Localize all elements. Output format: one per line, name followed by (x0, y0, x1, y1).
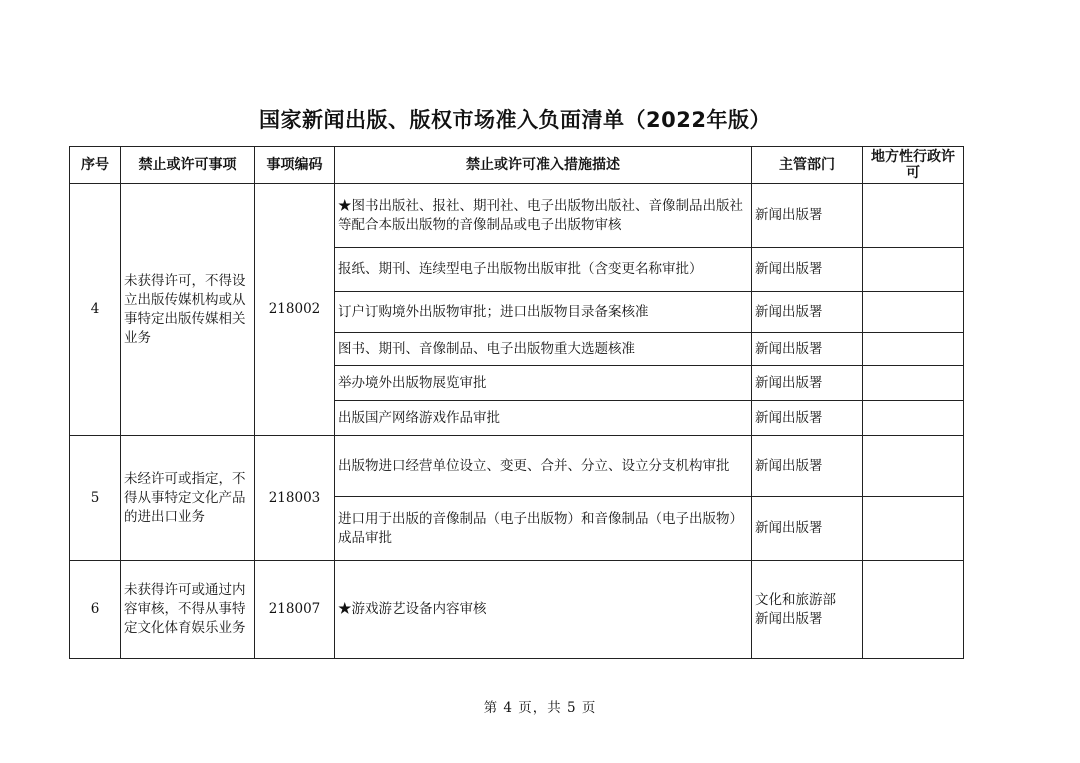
header-local-permit: 地方性行政许可 (863, 147, 964, 184)
department-cell: 新闻出版署 (752, 436, 863, 497)
header-category: 禁止或许可事项 (121, 147, 255, 184)
local-permit-cell (863, 366, 964, 401)
item-code-cell: 218003 (255, 436, 335, 561)
document-title: 国家新闻出版、版权市场准入负面清单（2022年版） (259, 108, 771, 132)
local-permit-cell (863, 497, 964, 561)
department-cell: 新闻出版署 (752, 184, 863, 248)
department-cell: 新闻出版署 (752, 497, 863, 561)
local-permit-cell (863, 248, 964, 292)
department-cell: 新闻出版署 (752, 366, 863, 401)
header-department: 主管部门 (752, 147, 863, 184)
description-cell: ★游戏游艺设备内容审核 (335, 561, 752, 659)
department-cell: 新闻出版署 (752, 401, 863, 436)
description-cell: 出版物进口经营单位设立、变更、合并、分立、设立分支机构审批 (335, 436, 752, 497)
description-cell: 图书、期刊、音像制品、电子出版物重大选题核准 (335, 333, 752, 366)
serial-no-cell: 5 (70, 436, 121, 561)
description-cell: 进口用于出版的音像制品（电子出版物）和音像制品（电子出版物）成品审批 (335, 497, 752, 561)
table-row (70, 561, 964, 659)
description-cell: 举办境外出版物展览审批 (335, 366, 752, 401)
category-cell: 未经许可或指定，不得从事特定文化产品的进出口业务 (121, 436, 255, 561)
serial-no-cell: 4 (70, 184, 121, 436)
category-cell: 未获得许可，不得设立出版传媒机构或从事特定出版传媒相关业务 (121, 184, 255, 436)
negative-list-table (69, 146, 964, 659)
item-code-cell: 218002 (255, 184, 335, 436)
table-header-row (70, 147, 964, 184)
local-permit-cell (863, 333, 964, 366)
page-footer: 第 4 页，共 5 页 (483, 700, 597, 716)
header-serial-no: 序号 (70, 147, 121, 184)
description-cell: ★图书出版社、报社、期刊社、电子出版物出版社、音像制品出版社等配合本版出版物的音像制品或电子出版物审核 (335, 184, 752, 248)
serial-no-cell: 6 (70, 561, 121, 659)
table-row (70, 184, 964, 248)
description-cell: 出版国产网络游戏作品审批 (335, 401, 752, 436)
description-cell: 订户订购境外出版物审批；进口出版物目录备案核准 (335, 292, 752, 333)
department-cell: 新闻出版署 (752, 333, 863, 366)
local-permit-cell (863, 401, 964, 436)
department-cell: 新闻出版署 (752, 292, 863, 333)
header-item-code: 事项编码 (255, 147, 335, 184)
department-cell: 新闻出版署 (752, 248, 863, 292)
department-cell: 文化和旅游部 新闻出版署 (752, 561, 863, 659)
table-row (70, 436, 964, 497)
local-permit-cell (863, 184, 964, 248)
category-cell: 未获得许可或通过内容审核，不得从事特定文化体育娱乐业务 (121, 561, 255, 659)
header-measure-description: 禁止或许可准入措施描述 (335, 147, 752, 184)
description-cell: 报纸、期刊、连续型电子出版物出版审批（含变更名称审批） (335, 248, 752, 292)
local-permit-cell (863, 436, 964, 497)
local-permit-cell (863, 292, 964, 333)
local-permit-cell (863, 561, 964, 659)
item-code-cell: 218007 (255, 561, 335, 659)
